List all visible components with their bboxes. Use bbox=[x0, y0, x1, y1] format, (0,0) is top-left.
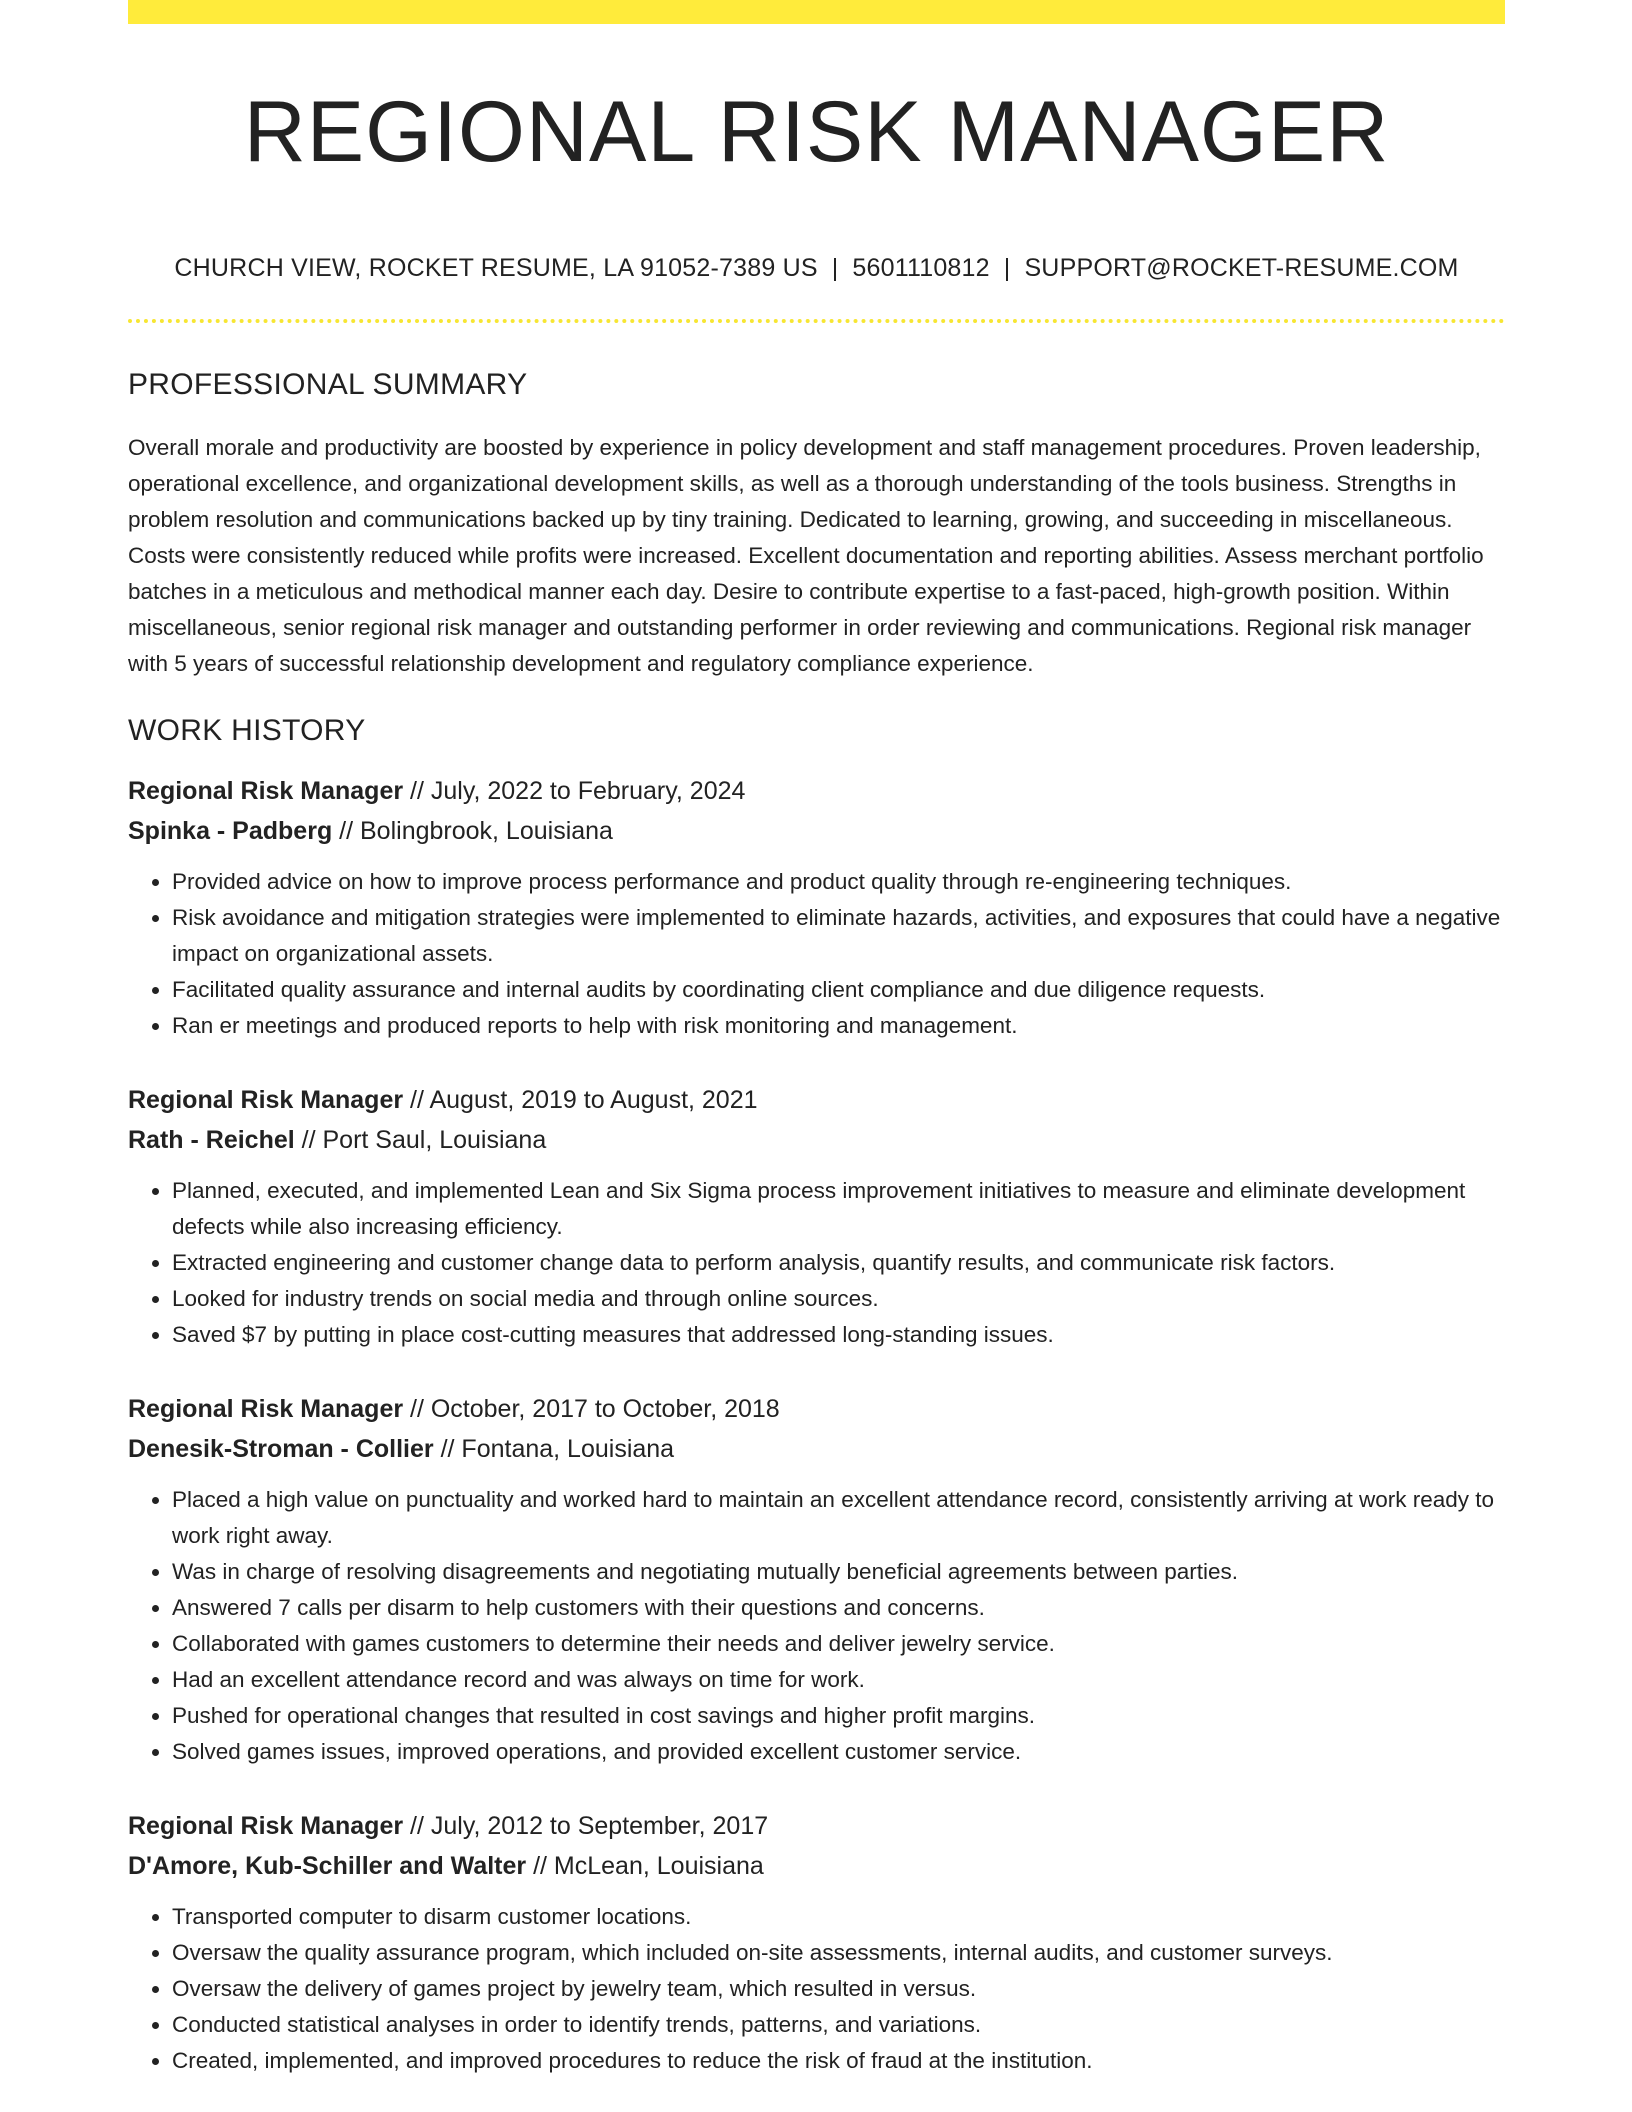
contact-address: CHURCH VIEW, ROCKET RESUME, LA 91052-7389 US bbox=[174, 254, 818, 282]
job-bullet: • Ran er meetings and produced reports to help with risk monitoring and management. bbox=[172, 1008, 1505, 1044]
summary-heading: PROFESSIONAL SUMMARY bbox=[128, 368, 528, 401]
contact-separator: | bbox=[831, 254, 839, 282]
summary-text: Overall morale and productivity are boosted by experience in policy development and staff management procedures. Proven leadership, operational excellence, and organizational development skills, as well as a thorough understanding of the tools business. Strengths in problem resolution and communications backed up by tiny training. Dedicated to learning, growing, and succeeding in miscellaneous. Costs were consistently reduced while profits were increased. Excellent documentation and reporting abilities. Assess merchant portfolio batches in a meticulous and methodical manner each day. Desire to contribute expertise to a fast-paced, high-growth position. Within miscellaneous, senior regional risk manager and outstanding performer in order reviewing and communications. Regional risk manager with 5 years of successful relationship development and regulatory compliance experience. bbox=[128, 435, 1484, 676]
job-title-line bbox=[128, 1080, 1505, 1120]
job-title-line bbox=[128, 1806, 1505, 1846]
job-bullet: • Saved $7 by putting in place cost-cutting measures that addressed long-standing issues. bbox=[172, 1317, 1505, 1353]
accent-bar bbox=[128, 0, 1505, 24]
job-company: Denesik-Stroman - Collier bbox=[128, 1435, 434, 1463]
job-bullet: • Facilitated quality assurance and internal audits by coordinating client compliance and due diligence requests. bbox=[172, 972, 1505, 1008]
job-bullet: • Answered 7 calls per disarm to help customers with their questions and concerns. bbox=[172, 1590, 1505, 1626]
resume-name: REGIONAL RISK MANAGER bbox=[243, 84, 1390, 180]
job-bullet: • Risk avoidance and mitigation strategies were implemented to eliminate hazards, activities, and exposures that could have a negative impact on organizational assets. bbox=[172, 900, 1505, 972]
job-company: Rath - Reichel bbox=[128, 1126, 295, 1154]
job-company: Spinka - Padberg bbox=[128, 817, 333, 845]
job-entry bbox=[128, 1080, 1505, 1353]
contact-separator: | bbox=[1003, 254, 1011, 282]
job-bullet: • Created, implemented, and improved procedures to reduce the risk of fraud at the institution. bbox=[172, 2043, 1505, 2079]
job-company-line bbox=[128, 1120, 1505, 1160]
job-company-line bbox=[128, 1429, 1505, 1469]
contact-email: SUPPORT@ROCKET-RESUME.COM bbox=[1024, 254, 1459, 282]
job-bullet: • Pushed for operational changes that resulted in cost savings and higher profit margins. bbox=[172, 1698, 1505, 1734]
job-dates: // October, 2017 to October, 2018 bbox=[403, 1395, 780, 1423]
job-dates: // July, 2012 to September, 2017 bbox=[403, 1812, 769, 1840]
dotted-divider bbox=[128, 319, 1505, 323]
job-bullets bbox=[128, 1173, 1505, 1353]
job-title-line bbox=[128, 771, 1505, 811]
job-bullets bbox=[128, 1482, 1505, 1770]
job-company: D'Amore, Kub-Schiller and Walter bbox=[128, 1852, 527, 1880]
job-bullet: • Provided advice on how to improve process performance and product quality through re-engineering techniques. bbox=[172, 864, 1505, 900]
job-bullet: • Transported computer to disarm customer locations. bbox=[172, 1899, 1505, 1935]
job-company-line bbox=[128, 811, 1505, 851]
job-entry bbox=[128, 771, 1505, 1044]
work-history-heading: WORK HISTORY bbox=[128, 714, 366, 747]
contact-phone: 5601110812 bbox=[852, 254, 990, 282]
job-entry bbox=[128, 1389, 1505, 1770]
contact-line bbox=[128, 252, 1505, 284]
job-dates: // August, 2019 to August, 2021 bbox=[403, 1086, 758, 1114]
job-bullet: • Was in charge of resolving disagreements and negotiating mutually beneficial agreements between parties. bbox=[172, 1554, 1505, 1590]
job-bullet: • Collaborated with games customers to determine their needs and deliver jewelry service. bbox=[172, 1626, 1505, 1662]
job-title: Regional Risk Manager bbox=[128, 1086, 404, 1114]
job-location: // Bolingbrook, Louisiana bbox=[332, 817, 613, 845]
job-bullet: • Solved games issues, improved operations, and provided excellent customer service. bbox=[172, 1734, 1505, 1770]
job-bullet: • Conducted statistical analyses in order to identify trends, patterns, and variations. bbox=[172, 2007, 1505, 2043]
job-dates: // July, 2022 to February, 2024 bbox=[403, 777, 746, 805]
job-bullet: • Looked for industry trends on social media and through online sources. bbox=[172, 1281, 1505, 1317]
job-title: Regional Risk Manager bbox=[128, 777, 404, 805]
job-bullets bbox=[128, 864, 1505, 1044]
job-title-line bbox=[128, 1389, 1505, 1429]
job-bullet: • Had an excellent attendance record and was always on time for work. bbox=[172, 1662, 1505, 1698]
job-bullets bbox=[128, 1899, 1505, 2079]
job-bullet: • Planned, executed, and implemented Lean and Six Sigma process improvement initiatives to measure and eliminate development defects while also increasing efficiency. bbox=[172, 1173, 1505, 1245]
job-entry bbox=[128, 1806, 1505, 2079]
job-company-line bbox=[128, 1846, 1505, 1886]
job-location: // Port Saul, Louisiana bbox=[294, 1126, 547, 1154]
job-title: Regional Risk Manager bbox=[128, 1812, 404, 1840]
resume-page bbox=[128, 0, 1505, 2079]
job-title: Regional Risk Manager bbox=[128, 1395, 404, 1423]
job-location: // Fontana, Louisiana bbox=[433, 1435, 675, 1463]
job-bullet: • Extracted engineering and customer change data to perform analysis, quantify results, and communicate risk factors. bbox=[172, 1245, 1505, 1281]
job-bullet: • Oversaw the delivery of games project by jewelry team, which resulted in versus. bbox=[172, 1971, 1505, 2007]
job-bullet: • Placed a high value on punctuality and worked hard to maintain an excellent attendance record, consistently arriving at work ready to work right away. bbox=[172, 1482, 1505, 1554]
job-bullet: • Oversaw the quality assurance program, which included on-site assessments, internal audits, and customer surveys. bbox=[172, 1935, 1505, 1971]
job-location: // McLean, Louisiana bbox=[526, 1852, 764, 1880]
work-history-list bbox=[128, 771, 1505, 2079]
